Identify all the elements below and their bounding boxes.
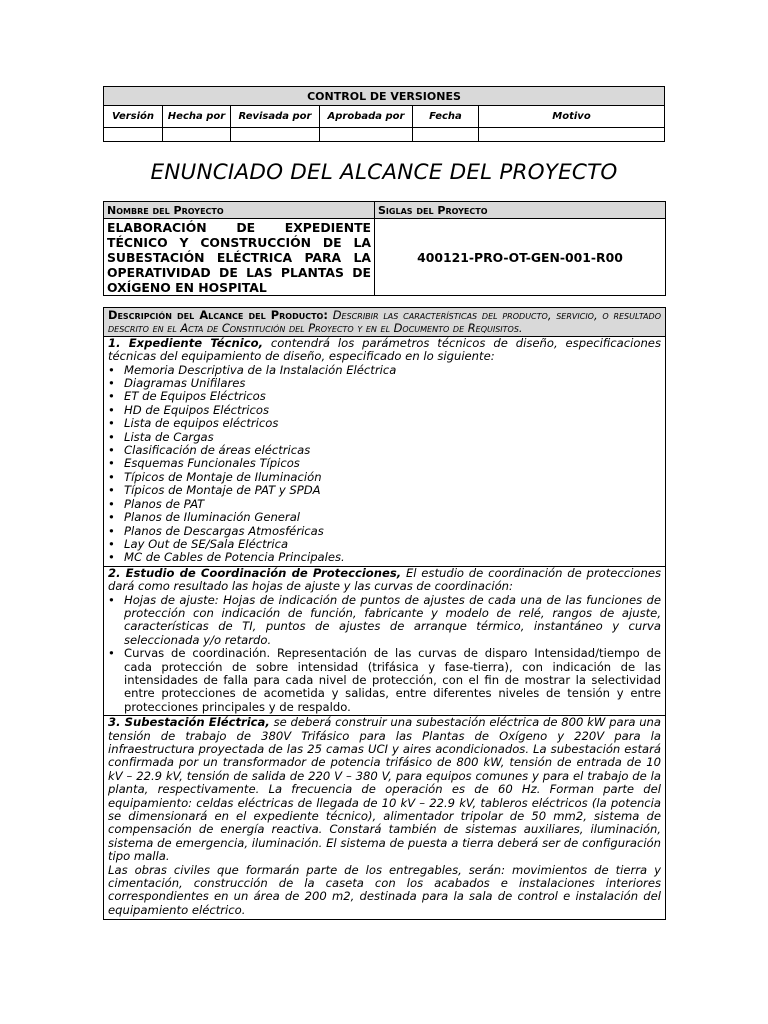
table-row	[104, 128, 665, 142]
column-header-date: Fecha	[413, 106, 479, 128]
section2-intro: El estudio de coordinación de protecciones dará como resultado las hojas de ajuste y las curvas de coordinación:	[108, 565, 661, 594]
section1-intro: contendrá los parámetros técnicos de diseño, especificaciones técnicas del equipamiento de diseño, especificado en lo siguiente:	[108, 335, 661, 364]
empty-cell	[413, 128, 479, 142]
list-item: • Planos de PAT	[124, 498, 661, 511]
document-title: ENUNCIADO DEL ALCANCE DEL PROYECTO	[150, 160, 618, 185]
section-technical-file	[104, 336, 666, 566]
list-item: • Clasificación de áreas eléctricas	[124, 444, 661, 457]
list-item: • Planos de Descargas Atmosféricas	[124, 525, 661, 538]
list-item: • Planos de Iluminación General	[124, 511, 661, 524]
list-item: • Típicos de Montaje de Iluminación	[124, 471, 661, 484]
list-item: • Típicos de Montaje de PAT y SPDA	[124, 484, 661, 497]
empty-cell	[163, 128, 231, 142]
deliverables-list	[108, 364, 661, 565]
section3-title: 3. Subestación Eléctrica,	[108, 715, 270, 730]
section3-civil-works: Las obras civiles que formarán parte de los entregables, serán: movimientos de tierra y cimentación, construcción de la caseta con los acabados e instalaciones interiores correspondientes en un área de 200 m2, destinada para la sala de control e instalación del equipamiento eléctrico.	[108, 862, 661, 917]
scope-header-description: Describir las características del producto, servicio, o resultado descrito en el Acta de Constitución del Proyecto y en el Documento de Requisitos.	[108, 308, 661, 336]
list-item: • Curvas de coordinación. Representación de las curvas de disparo Intensidad/tiempo de cada protección de sobre intensidad (trifásica y fase-tierra), con indicación de las intensidades de falla para cada nivel de protección, con el fin de mostrar la selectividad entre protecciones de acometida y salidas, entre diferentes niveles de tensión y entre protecciones principales y de respaldo.	[124, 647, 661, 714]
list-item: • Lista de equipos eléctricos	[124, 417, 661, 430]
section3-text: se deberá construir una subestación eléctrica de 800 kW para una tensión de trabajo de 380V Trifásico para las Plantas de Oxígeno y 220V para la infraestructura proyectada de las 25 camas UCI y aires acondicionados. La subestación estará confirmada por un transformador de potencia trifásico de 800 kW, tensión de entrada de 10 kV – 22.9 kV, tensión de salida de 220 V – 380 V, para equipos comunes y para el trabajo de la planta, respectivamente. La frecuencia de operación es de 60 Hz. Forman parte del equipamiento: celdas eléctricas de llegada de 10 kV – 22.9 kV, tableros eléctricos (la potencia se dimensionará en el expediente técnico), alimentador tripolar de 50 mm2, sistema de compensación de energía reactiva. Constará también de sistemas auxiliares, iluminación, sistema de emergencia, iluminación. El sistema de puesta a tierra deberá ser de configuración tipo malla.	[108, 715, 662, 864]
empty-cell	[479, 128, 665, 142]
empty-cell	[231, 128, 320, 142]
list-item: • Lay Out de SE/Sala Eléctrica	[124, 538, 661, 551]
protection-study-list	[108, 594, 661, 715]
column-header-reason: Motivo	[479, 106, 665, 128]
list-item: • Hojas de ajuste: Hojas de indicación de puntos de ajustes de cada una de las funciones de protección con indicación de función, fabricante y modelo de relé, rangos de ajuste, características de TI, puntos de ajustes de arranque térmico, instantáneo y curva seleccionada y/o retardo.	[124, 594, 661, 648]
scope-header-title: Descripción del Alcance del Producto:	[108, 308, 328, 322]
section-substation	[104, 716, 666, 920]
list-item: • Diagramas Unifilares	[124, 377, 661, 390]
project-table	[103, 201, 666, 296]
project-name-header: Nombre del Proyecto	[104, 202, 375, 219]
project-code-header: Siglas del Proyecto	[375, 202, 666, 219]
section-protection-study	[104, 566, 666, 715]
list-item: • MC de Cables de Potencia Principales.	[124, 551, 661, 564]
list-item: • Memoria Descriptiva de la Instalación Eléctrica	[124, 364, 661, 377]
section1-title: 1. Expediente Técnico,	[108, 335, 263, 350]
section2-title: 2. Estudio de Coordinación de Protecciones,	[108, 565, 402, 580]
version-control-table	[103, 86, 665, 142]
project-name: ELABORACIÓN DE EXPEDIENTE TÉCNICO Y CONSTRUCCIÓN DE LA SUBESTACIÓN ELÉCTRICA PARA LA OPERATIVIDAD DE LAS PLANTAS DE OXÍGENO EN HOSPITAL	[104, 219, 375, 296]
column-header-made-by: Hecha por	[163, 106, 231, 128]
empty-cell	[104, 128, 163, 142]
column-header-version: Versión	[104, 106, 163, 128]
scope-header	[104, 308, 666, 337]
column-header-reviewed-by: Revisada por	[231, 106, 320, 128]
project-code: 400121-PRO-OT-GEN-001-R00	[375, 219, 666, 296]
column-header-approved-by: Aprobada por	[320, 106, 413, 128]
version-control-title: CONTROL DE VERSIONES	[104, 87, 665, 106]
list-item: • ET de Equipos Eléctricos	[124, 390, 661, 403]
scope-description-table	[103, 307, 666, 920]
list-item: • Lista de Cargas	[124, 431, 661, 444]
list-item: • Esquemas Funcionales Típicos	[124, 457, 661, 470]
empty-cell	[320, 128, 413, 142]
list-item: • HD de Equipos Eléctricos	[124, 404, 661, 417]
